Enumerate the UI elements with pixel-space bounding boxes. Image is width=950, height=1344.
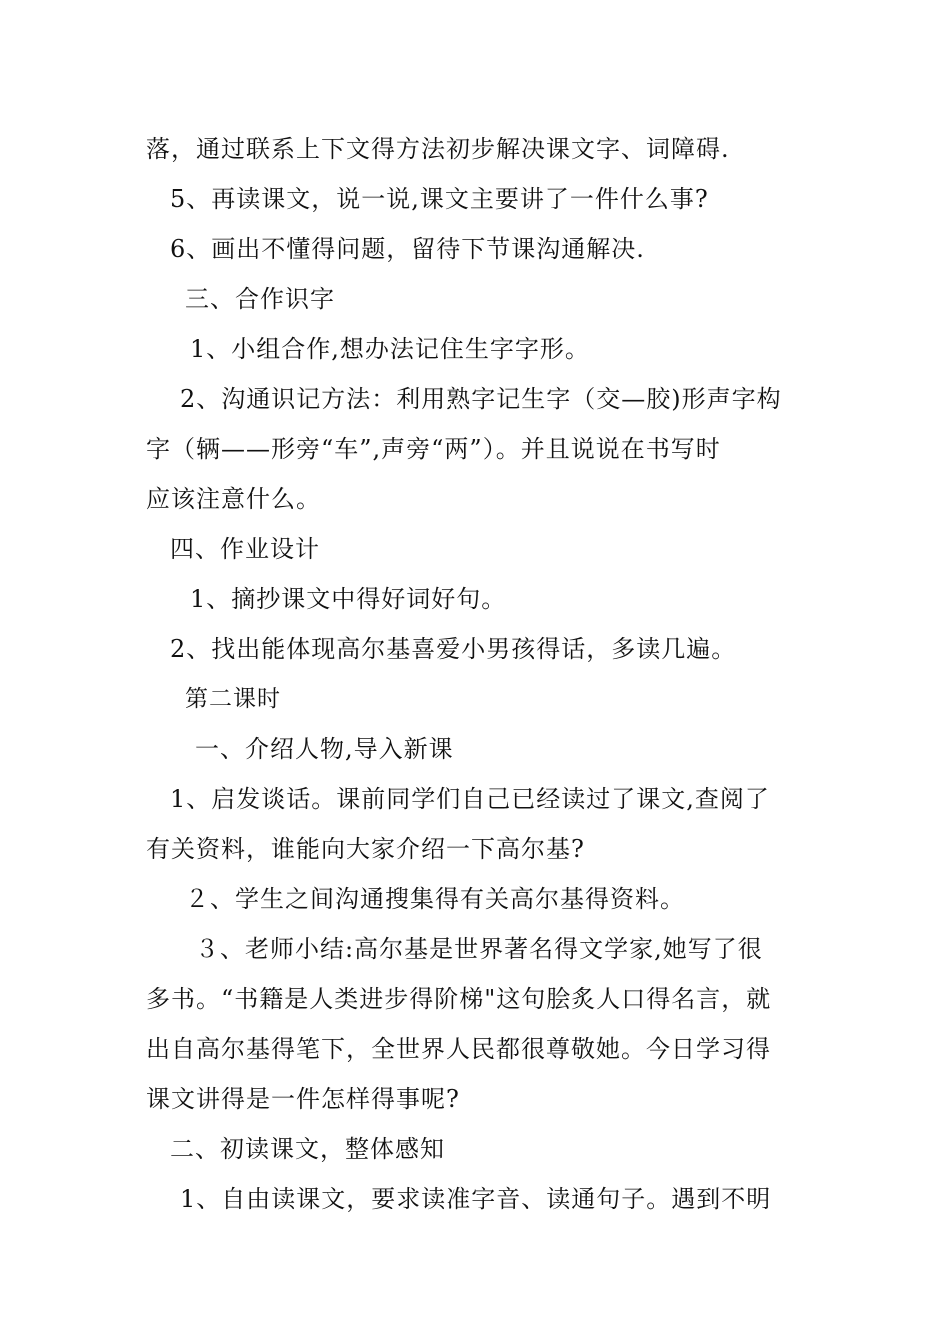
section-heading-cooperative-literacy: 三、合作识字 xyxy=(185,285,335,313)
text-line-2: 5、再读课文，说一说,课文主要讲了一件什么事? xyxy=(170,185,709,213)
text-line-17: ３、老师小结:高尔基是世界著名得文学家,她写了很 xyxy=(195,935,763,963)
text-line-14: 1、启发谈话。课前同学们自己已经读过了课文,查阅了 xyxy=(170,785,770,813)
lesson-heading-second-period: 第二课时 xyxy=(185,686,281,712)
text-line-20: 课文讲得是一件怎样得事呢? xyxy=(146,1085,460,1113)
section-heading-homework: 四、作业设计 xyxy=(170,535,320,563)
text-line-11: 2、找出能体现高尔基喜爱小男孩得话，多读几遍。 xyxy=(170,635,737,663)
text-line-8: 应该注意什么。 xyxy=(146,485,321,513)
text-line-18: 多书。“书籍是人类进步得阶梯"这句脍炙人口得名言，就 xyxy=(146,985,772,1013)
text-line-19: 出自高尔基得笔下，全世界人民都很尊敬她。今日学习得 xyxy=(146,1035,771,1063)
text-line-7: 字（辆——形旁“车”,声旁“两”）。并且说说在书写时 xyxy=(146,435,721,463)
text-line-3: 6、画出不懂得问题，留待下节课沟通解决. xyxy=(170,235,645,263)
section-heading-first-reading: 二、初读课文，整体感知 xyxy=(170,1135,445,1163)
text-line-16: ２、学生之间沟通搜集得有关高尔基得资料。 xyxy=(185,885,685,913)
text-line-6: 2、沟通识记方法：利用熟字记生字（交—胶)形声字构 xyxy=(180,385,782,413)
text-line-10: 1、摘抄课文中得好词好句。 xyxy=(190,585,507,613)
text-line-1: 落，通过联系上下文得方法初步解决课文字、词障碍. xyxy=(146,135,730,163)
text-line-15: 有关资料，谁能向大家介绍一下高尔基? xyxy=(146,835,585,863)
text-line-5: 1、小组合作,想办法记住生字字形。 xyxy=(190,335,590,363)
section-heading-introduction: 一、介绍人物,导入新课 xyxy=(195,735,454,763)
text-line-22: 1、自由读课文，要求读准字音、读通句子。遇到不明 xyxy=(180,1185,772,1213)
